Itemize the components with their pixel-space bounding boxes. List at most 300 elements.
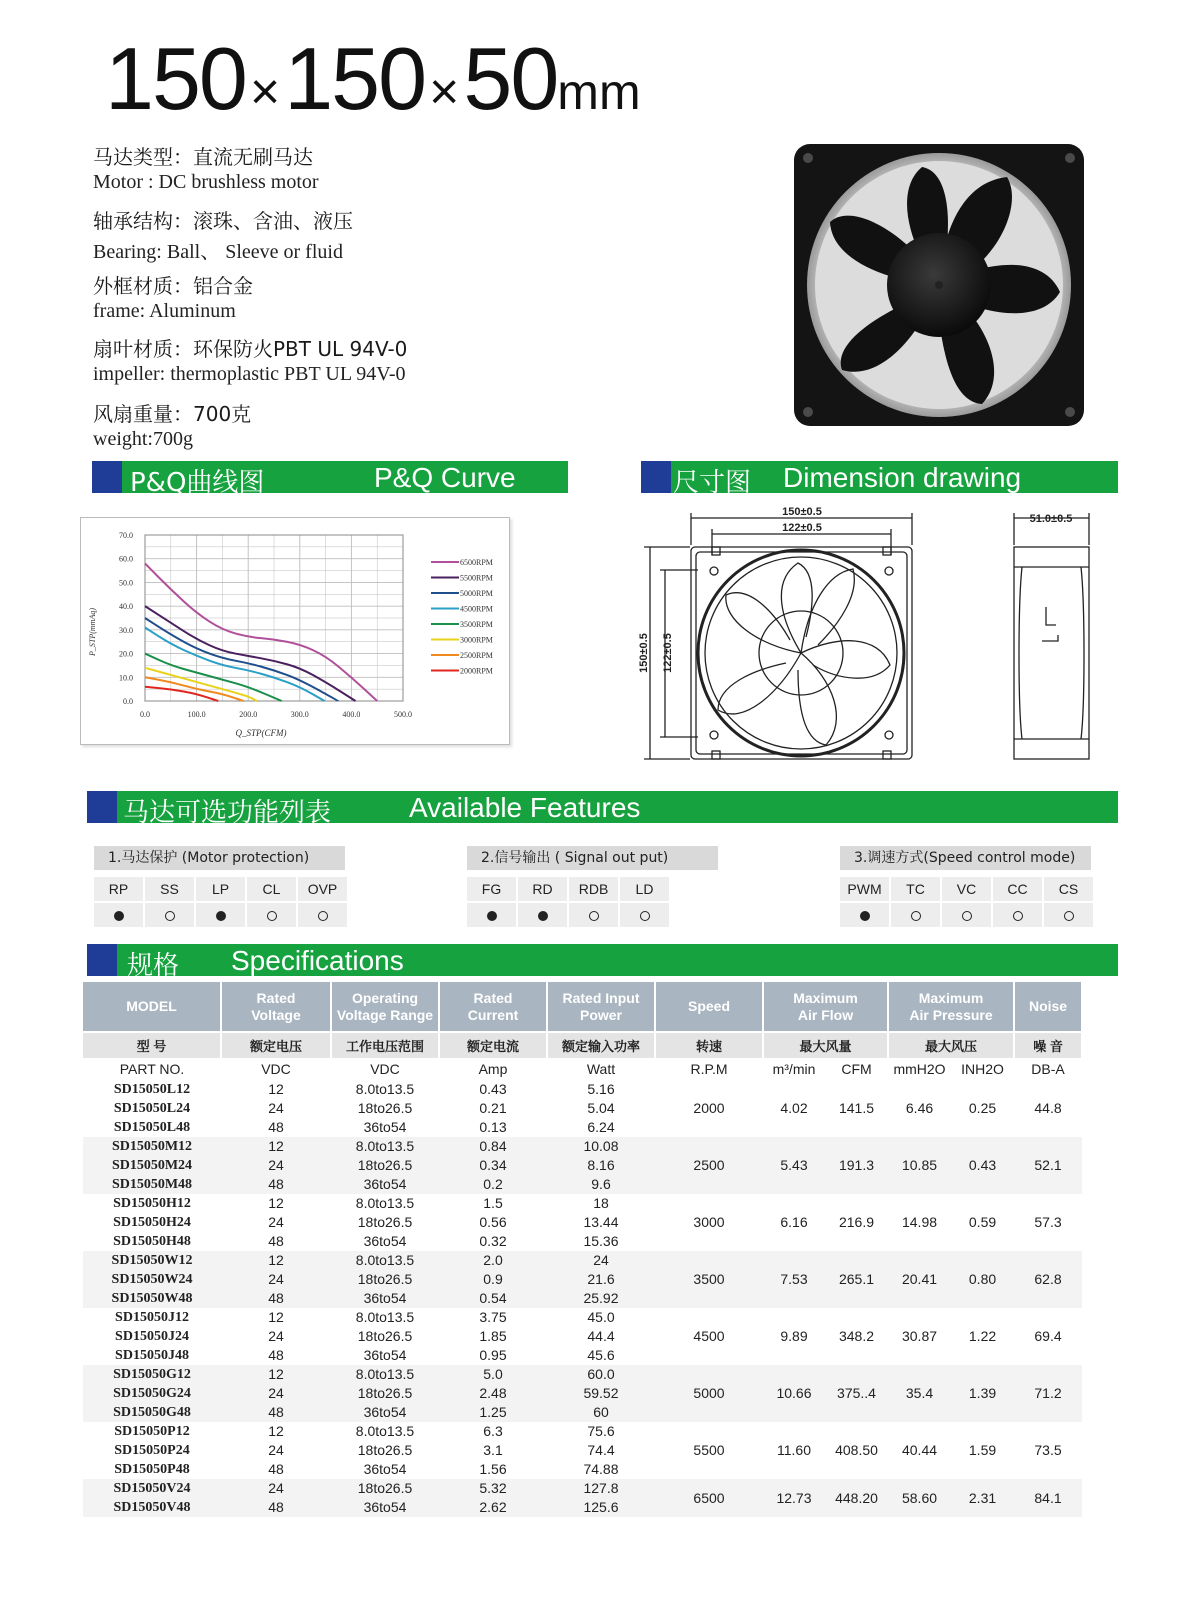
table-cell: 48 <box>221 1232 331 1251</box>
table-cell: 48 <box>221 1175 331 1194</box>
group-cell-inh2o: 0.43 <box>951 1137 1014 1194</box>
table-cell: 12 <box>221 1194 331 1213</box>
table-cell: 0.21 <box>439 1099 547 1118</box>
header-text: Rated Voltage <box>251 989 301 1023</box>
table-cell: 36to54 <box>331 1232 439 1251</box>
feature-label: RD <box>518 877 567 901</box>
table-cell: 0.2 <box>439 1175 547 1194</box>
table-row <box>83 1422 1082 1441</box>
table-cell: 18to26.5 <box>331 1479 439 1498</box>
table-cell: 48 <box>221 1460 331 1479</box>
table-cell: 0.84 <box>439 1137 547 1156</box>
table-cell: 18to26.5 <box>331 1213 439 1232</box>
table-cell: 25.92 <box>547 1289 655 1308</box>
table-cell: 36to54 <box>331 1403 439 1422</box>
section-bar-accent <box>641 461 671 493</box>
table-cell: 12 <box>221 1308 331 1327</box>
table-cell: 24 <box>221 1156 331 1175</box>
group-cell-mmh2o: 30.87 <box>888 1308 951 1365</box>
unit-cell: VDC <box>261 1061 291 1077</box>
header-text: Rated Current <box>467 989 519 1023</box>
table-cell: 3.75 <box>439 1308 547 1327</box>
col-header-cn: 额定输入功率 <box>547 1032 655 1058</box>
group-cell-cfm: 448.20 <box>825 1479 888 1517</box>
feature-group-title: 3.调速方式(Speed control mode) <box>840 846 1091 870</box>
specifications-table <box>83 982 1083 1517</box>
pq-xlabel: Q_STP(CFM) <box>235 728 287 738</box>
table-cell: 9.6 <box>547 1175 655 1194</box>
table-cell: 36to54 <box>331 1460 439 1479</box>
group-cell-inh2o: 1.22 <box>951 1308 1014 1365</box>
table-cell: 36to54 <box>331 1346 439 1365</box>
model-cell: SD15050V24 <box>83 1479 221 1498</box>
header-text: Noise <box>1028 998 1068 1014</box>
title-dim1: 150 <box>105 29 246 128</box>
group-cell-m3: 12.73 <box>763 1479 825 1517</box>
group-cell-speed: 6500 <box>655 1479 763 1517</box>
series-line-6500RPM <box>145 563 377 701</box>
feature-labels-row <box>94 877 349 901</box>
availability-dot <box>1013 911 1023 921</box>
group-cell-cfm: 216.9 <box>825 1194 888 1251</box>
section-title-dim-cn: 尺寸图 <box>673 468 752 498</box>
table-cell: 24 <box>221 1479 331 1498</box>
section-bar-specifications <box>87 944 1118 981</box>
group-cell-m3: 9.89 <box>763 1308 825 1365</box>
feature-label: SS <box>145 877 194 901</box>
table-cell: 18to26.5 <box>331 1099 439 1118</box>
table-cell: 12 <box>221 1422 331 1441</box>
legend-label: 5500RPM <box>460 573 493 583</box>
table-cell: 3.1 <box>439 1441 547 1460</box>
table-cell: 24 <box>547 1251 655 1270</box>
model-cell: SD15050W12 <box>83 1251 221 1270</box>
group-cell-cfm: 191.3 <box>825 1137 888 1194</box>
model-cell: SD15050W48 <box>83 1289 221 1308</box>
feature-indicator <box>467 903 516 927</box>
fan-product-image <box>792 142 1086 428</box>
feature-indicator <box>145 903 194 927</box>
table-cell: 8.0to13.5 <box>331 1308 439 1327</box>
col-header-air-flow <box>763 982 888 1032</box>
feature-dots-row <box>840 903 1095 927</box>
y-tick-label: 50.0 <box>119 578 133 588</box>
header-text: Maximum Air Flow <box>793 989 858 1023</box>
feature-group-signal-output <box>467 846 718 927</box>
legend-label: 4500RPM <box>460 604 493 614</box>
header-text: Rated Input Power <box>562 989 640 1023</box>
table-cell: 45.0 <box>547 1308 655 1327</box>
table-cell: 2.0 <box>439 1251 547 1270</box>
table-cell: 15.36 <box>547 1232 655 1251</box>
feature-label: LD <box>620 877 669 901</box>
feature-indicator <box>298 903 347 927</box>
table-cell: 0.13 <box>439 1118 547 1137</box>
dim-outer-height: 150±0.5 <box>638 633 650 673</box>
group-cell-noise: 52.1 <box>1014 1137 1082 1194</box>
col-header-cn: 型 号 <box>83 1032 221 1058</box>
feature-label: OVP <box>298 877 347 901</box>
x-tick-label: 300.0 <box>290 710 309 719</box>
group-cell-inh2o: 1.39 <box>951 1365 1014 1422</box>
table-cell: 18to26.5 <box>331 1441 439 1460</box>
col-header-operating-voltage <box>331 982 439 1032</box>
spec-en: impeller: thermoplastic PBT UL 94V-0 <box>93 363 406 385</box>
section-title-pq-cn: P&Q曲线图 <box>130 468 265 498</box>
table-cell: 12 <box>221 1137 331 1156</box>
group-cell-speed: 2500 <box>655 1137 763 1194</box>
group-cell-mmh2o: 20.41 <box>888 1251 951 1308</box>
group-cell-mmh2o: 14.98 <box>888 1194 951 1251</box>
table-cell: 0.43 <box>439 1080 547 1099</box>
title-dim3: 50 <box>463 29 558 128</box>
model-cell: SD15050L12 <box>83 1080 221 1099</box>
model-cell: SD15050G48 <box>83 1403 221 1422</box>
table-cell: 24 <box>221 1441 331 1460</box>
group-cell-inh2o: 0.59 <box>951 1194 1014 1251</box>
col-header-rated-current <box>439 982 547 1032</box>
col-header-rated-power <box>547 982 655 1032</box>
table-cell: 8.0to13.5 <box>331 1251 439 1270</box>
feature-indicator <box>993 903 1042 927</box>
spec-cn: 马达类型：直流无刷马达 <box>93 145 313 169</box>
group-cell-noise: 44.8 <box>1014 1080 1082 1137</box>
table-cell: 12 <box>221 1251 331 1270</box>
feature-indicator <box>942 903 991 927</box>
section-title-feat-en: Available Features <box>409 792 641 823</box>
group-cell-noise: 73.5 <box>1014 1422 1082 1479</box>
model-cell: SD15050P48 <box>83 1460 221 1479</box>
group-cell-m3: 7.53 <box>763 1251 825 1308</box>
table-cell: 18to26.5 <box>331 1156 439 1175</box>
table-cell: 0.9 <box>439 1270 547 1289</box>
model-cell: SD15050J48 <box>83 1346 221 1365</box>
y-tick-label: 70.0 <box>119 531 133 540</box>
feature-label: FG <box>467 877 516 901</box>
header-text: Operating Voltage Range <box>336 989 434 1023</box>
feature-label: CS <box>1044 877 1093 901</box>
table-cell: 0.56 <box>439 1213 547 1232</box>
feature-label: PWM <box>840 877 889 901</box>
spec-en: Bearing: Ball、 Sleeve or fluid <box>93 241 343 263</box>
model-cell: SD15050J24 <box>83 1327 221 1346</box>
table-cell: 5.0 <box>439 1365 547 1384</box>
table-cell: 18to26.5 <box>331 1327 439 1346</box>
unit-cell: VDC <box>370 1061 400 1077</box>
unit-cell: Watt <box>586 1061 616 1077</box>
unit-cell: DB-A <box>1031 1061 1065 1077</box>
group-cell-noise: 84.1 <box>1014 1479 1082 1517</box>
spec-frame <box>93 270 253 323</box>
table-cell: 36to54 <box>331 1118 439 1137</box>
table-cell: 24 <box>221 1327 331 1346</box>
availability-dot <box>487 911 497 921</box>
table-cell: 6.24 <box>547 1118 655 1137</box>
availability-dot <box>216 911 226 921</box>
col-header-cn: 额定电流 <box>439 1032 547 1058</box>
section-title-pq-en: P&Q Curve <box>374 462 516 493</box>
model-cell: SD15050M24 <box>83 1156 221 1175</box>
availability-dot <box>1064 911 1074 921</box>
table-cell: 8.0to13.5 <box>331 1194 439 1213</box>
table-cell: 74.88 <box>547 1460 655 1479</box>
table-cell: 1.5 <box>439 1194 547 1213</box>
table-cell: 1.85 <box>439 1327 547 1346</box>
dim-depth: 51.0±0.5 <box>1029 513 1073 525</box>
table-cell: 48 <box>221 1403 331 1422</box>
table-cell: 8.0to13.5 <box>331 1422 439 1441</box>
group-cell-m3: 10.66 <box>763 1365 825 1422</box>
col-header-model <box>83 982 221 1032</box>
feature-group-speed-control <box>840 846 1095 927</box>
group-cell-noise: 71.2 <box>1014 1365 1082 1422</box>
table-cell: 59.52 <box>547 1384 655 1403</box>
section-title-spec-cn: 规格 <box>127 951 180 981</box>
table-row <box>83 1308 1082 1327</box>
feature-indicator <box>1044 903 1093 927</box>
group-cell-speed: 2000 <box>655 1080 763 1137</box>
group-cell-cfm: 348.2 <box>825 1308 888 1365</box>
feature-indicator <box>196 903 245 927</box>
col-header-cn: 转速 <box>655 1032 763 1058</box>
table-cell: 24 <box>221 1213 331 1232</box>
unit-cell: INH2O <box>961 1061 1004 1077</box>
section-bar-accent <box>87 791 117 823</box>
feature-label: CL <box>247 877 296 901</box>
col-header-rated-voltage <box>221 982 331 1032</box>
legend-label: 3000RPM <box>460 635 493 645</box>
table-cell: 0.34 <box>439 1156 547 1175</box>
page-title <box>105 28 641 130</box>
feature-group-title: 2.信号输出 ( Signal out put) <box>467 846 718 870</box>
group-cell-speed: 3500 <box>655 1251 763 1308</box>
table-cell: 36to54 <box>331 1498 439 1517</box>
availability-dot <box>911 911 921 921</box>
col-header-cn: 工作电压范围 <box>331 1032 439 1058</box>
y-tick-label: 30.0 <box>119 625 133 635</box>
col-header-cn: 最大风压 <box>888 1032 1014 1058</box>
title-unit: mm <box>557 64 641 120</box>
group-cell-inh2o: 2.31 <box>951 1479 1014 1517</box>
feature-labels-row <box>840 877 1095 901</box>
section-bar-dimension <box>641 461 1118 498</box>
group-cell-inh2o: 1.59 <box>951 1422 1014 1479</box>
availability-dot <box>589 911 599 921</box>
table-header-row <box>83 982 1082 1032</box>
model-cell: SD15050H12 <box>83 1194 221 1213</box>
section-bar-pq <box>92 461 568 498</box>
title-dim2: 150 <box>284 29 426 128</box>
group-cell-mmh2o: 10.85 <box>888 1137 951 1194</box>
availability-dot <box>962 911 972 921</box>
table-cell: 18to26.5 <box>331 1270 439 1289</box>
spec-en: weight:700g <box>93 428 193 450</box>
spec-motor <box>93 141 319 194</box>
col-header-cn: 额定电压 <box>221 1032 331 1058</box>
title-times-2: × <box>429 63 460 121</box>
feature-label: RDB <box>569 877 618 901</box>
feature-group-title: 1.马达保护 (Motor protection) <box>94 846 345 870</box>
table-row <box>83 1251 1082 1270</box>
feature-label: TC <box>891 877 940 901</box>
table-cell: 8.0to13.5 <box>331 1080 439 1099</box>
table-body <box>83 1080 1082 1517</box>
unit-cell: Amp <box>478 1061 508 1077</box>
group-cell-noise: 62.8 <box>1014 1251 1082 1308</box>
model-cell: SD15050H24 <box>83 1213 221 1232</box>
group-cell-inh2o: 0.80 <box>951 1251 1014 1308</box>
model-cell: SD15050M12 <box>83 1137 221 1156</box>
table-cell: 5.04 <box>547 1099 655 1118</box>
spec-cn: 风扇重量：700克 <box>93 402 252 426</box>
table-cell: 18to26.5 <box>331 1384 439 1403</box>
model-cell: SD15050L24 <box>83 1099 221 1118</box>
dim-inner-height: 122±0.5 <box>662 633 674 673</box>
group-cell-speed: 4500 <box>655 1308 763 1365</box>
spec-weight <box>93 398 251 451</box>
section-bar-features <box>87 791 1118 828</box>
feature-indicator <box>620 903 669 927</box>
header-text: MODEL <box>126 998 177 1014</box>
x-tick-label: 500.0 <box>394 710 412 719</box>
table-cell: 5.16 <box>547 1080 655 1099</box>
model-cell: SD15050G24 <box>83 1384 221 1403</box>
table-cell: 24 <box>221 1384 331 1403</box>
feature-label: VC <box>942 877 991 901</box>
table-cell: 1.25 <box>439 1403 547 1422</box>
table-cell: 0.95 <box>439 1346 547 1365</box>
feature-labels-row <box>467 877 718 901</box>
feature-indicator <box>840 903 889 927</box>
availability-dot <box>267 911 277 921</box>
table-row <box>83 1365 1082 1384</box>
x-tick-label: 0.0 <box>140 710 150 719</box>
feature-group-motor-protection <box>94 846 349 927</box>
feature-label: RP <box>94 877 143 901</box>
table-cell: 36to54 <box>331 1289 439 1308</box>
table-cell: 21.6 <box>547 1270 655 1289</box>
model-cell: SD15050V48 <box>83 1498 221 1517</box>
availability-dot <box>860 911 870 921</box>
model-cell: SD15050W24 <box>83 1270 221 1289</box>
spec-bearing <box>93 205 353 264</box>
feature-indicator <box>94 903 143 927</box>
group-cell-m3: 11.60 <box>763 1422 825 1479</box>
table-units-row <box>83 1058 1082 1080</box>
legend-label: 2000RPM <box>460 666 493 676</box>
model-cell: SD15050P12 <box>83 1422 221 1441</box>
y-tick-label: 40.0 <box>119 602 133 612</box>
model-cell: SD15050H48 <box>83 1232 221 1251</box>
spec-impeller <box>93 333 407 386</box>
table-cell: 8.0to13.5 <box>331 1365 439 1384</box>
group-cell-cfm: 141.5 <box>825 1080 888 1137</box>
table-cell: 125.6 <box>547 1498 655 1517</box>
model-cell: SD15050G12 <box>83 1365 221 1384</box>
model-cell: SD15050P24 <box>83 1441 221 1460</box>
feature-indicator <box>569 903 618 927</box>
section-title-spec-en: Specifications <box>231 945 404 976</box>
dimension-drawing <box>638 505 1108 770</box>
section-title-dim-en: Dimension drawing <box>783 462 1022 493</box>
y-tick-label: 10.0 <box>119 673 133 683</box>
pq-ylabel: P_STP(mmAq) <box>88 608 97 656</box>
feature-dots-row <box>467 903 718 927</box>
group-cell-m3: 4.02 <box>763 1080 825 1137</box>
feature-indicator <box>247 903 296 927</box>
table-cell: 8.0to13.5 <box>331 1137 439 1156</box>
unit-cell: m³/min <box>772 1061 816 1077</box>
table-cell: 60 <box>547 1403 655 1422</box>
availability-dot <box>318 911 328 921</box>
legend-label: 3500RPM <box>460 620 493 629</box>
table-row <box>83 1194 1082 1213</box>
col-header-speed <box>655 982 763 1032</box>
group-cell-noise: 69.4 <box>1014 1308 1082 1365</box>
table-cell: 48 <box>221 1498 331 1517</box>
group-cell-m3: 6.16 <box>763 1194 825 1251</box>
group-cell-mmh2o: 58.60 <box>888 1479 951 1517</box>
table-cell: 127.8 <box>547 1479 655 1498</box>
title-times-1: × <box>249 63 281 121</box>
spec-cn: 外框材质：铝合金 <box>93 274 253 298</box>
section-bar-accent <box>92 461 122 493</box>
table-cell: 60.0 <box>547 1365 655 1384</box>
table-cell: 0.54 <box>439 1289 547 1308</box>
group-cell-noise: 57.3 <box>1014 1194 1082 1251</box>
table-cell: 13.44 <box>547 1213 655 1232</box>
section-title-feat-cn: 马达可选功能列表 <box>123 798 332 828</box>
table-row <box>83 1479 1082 1498</box>
availability-dot <box>538 911 548 921</box>
spec-cn: 轴承结构：滚珠、含油、液压 <box>93 209 353 233</box>
x-tick-label: 400.0 <box>342 710 361 719</box>
table-cell: 2.48 <box>439 1384 547 1403</box>
table-cell: 48 <box>221 1346 331 1365</box>
table-row <box>83 1080 1082 1099</box>
table-cell: 0.32 <box>439 1232 547 1251</box>
legend-label: 2500RPM <box>460 651 493 660</box>
x-tick-label: 100.0 <box>187 710 206 719</box>
y-tick-label: 0.0 <box>123 697 133 706</box>
model-cell: SD15050M48 <box>83 1175 221 1194</box>
col-header-cn: 噪 音 <box>1014 1032 1082 1058</box>
table-cell: 36to54 <box>331 1175 439 1194</box>
feature-label: CC <box>993 877 1042 901</box>
legend-label: 5000RPM <box>460 589 493 598</box>
feature-indicator <box>518 903 567 927</box>
y-tick-label: 60.0 <box>119 554 133 564</box>
group-cell-cfm: 265.1 <box>825 1251 888 1308</box>
table-cell: 12 <box>221 1365 331 1384</box>
group-cell-speed: 3000 <box>655 1194 763 1251</box>
pq-chart <box>80 517 510 745</box>
unit-cell: mmH2O <box>893 1061 946 1077</box>
group-cell-speed: 5500 <box>655 1422 763 1479</box>
spec-cn: 扇叶材质：环保防火PBT UL 94V-0 <box>93 337 408 361</box>
group-cell-m3: 5.43 <box>763 1137 825 1194</box>
section-bar-accent <box>87 944 117 976</box>
dim-inner-width: 122±0.5 <box>782 522 822 534</box>
group-cell-cfm: 408.50 <box>825 1422 888 1479</box>
legend-label: 6500RPM <box>460 558 493 567</box>
table-cell: 12 <box>221 1080 331 1099</box>
spec-en: Motor : DC brushless motor <box>93 171 319 193</box>
table-cell: 75.6 <box>547 1422 655 1441</box>
feature-label: LP <box>196 877 245 901</box>
table-cell: 5.32 <box>439 1479 547 1498</box>
table-cell: 6.3 <box>439 1422 547 1441</box>
